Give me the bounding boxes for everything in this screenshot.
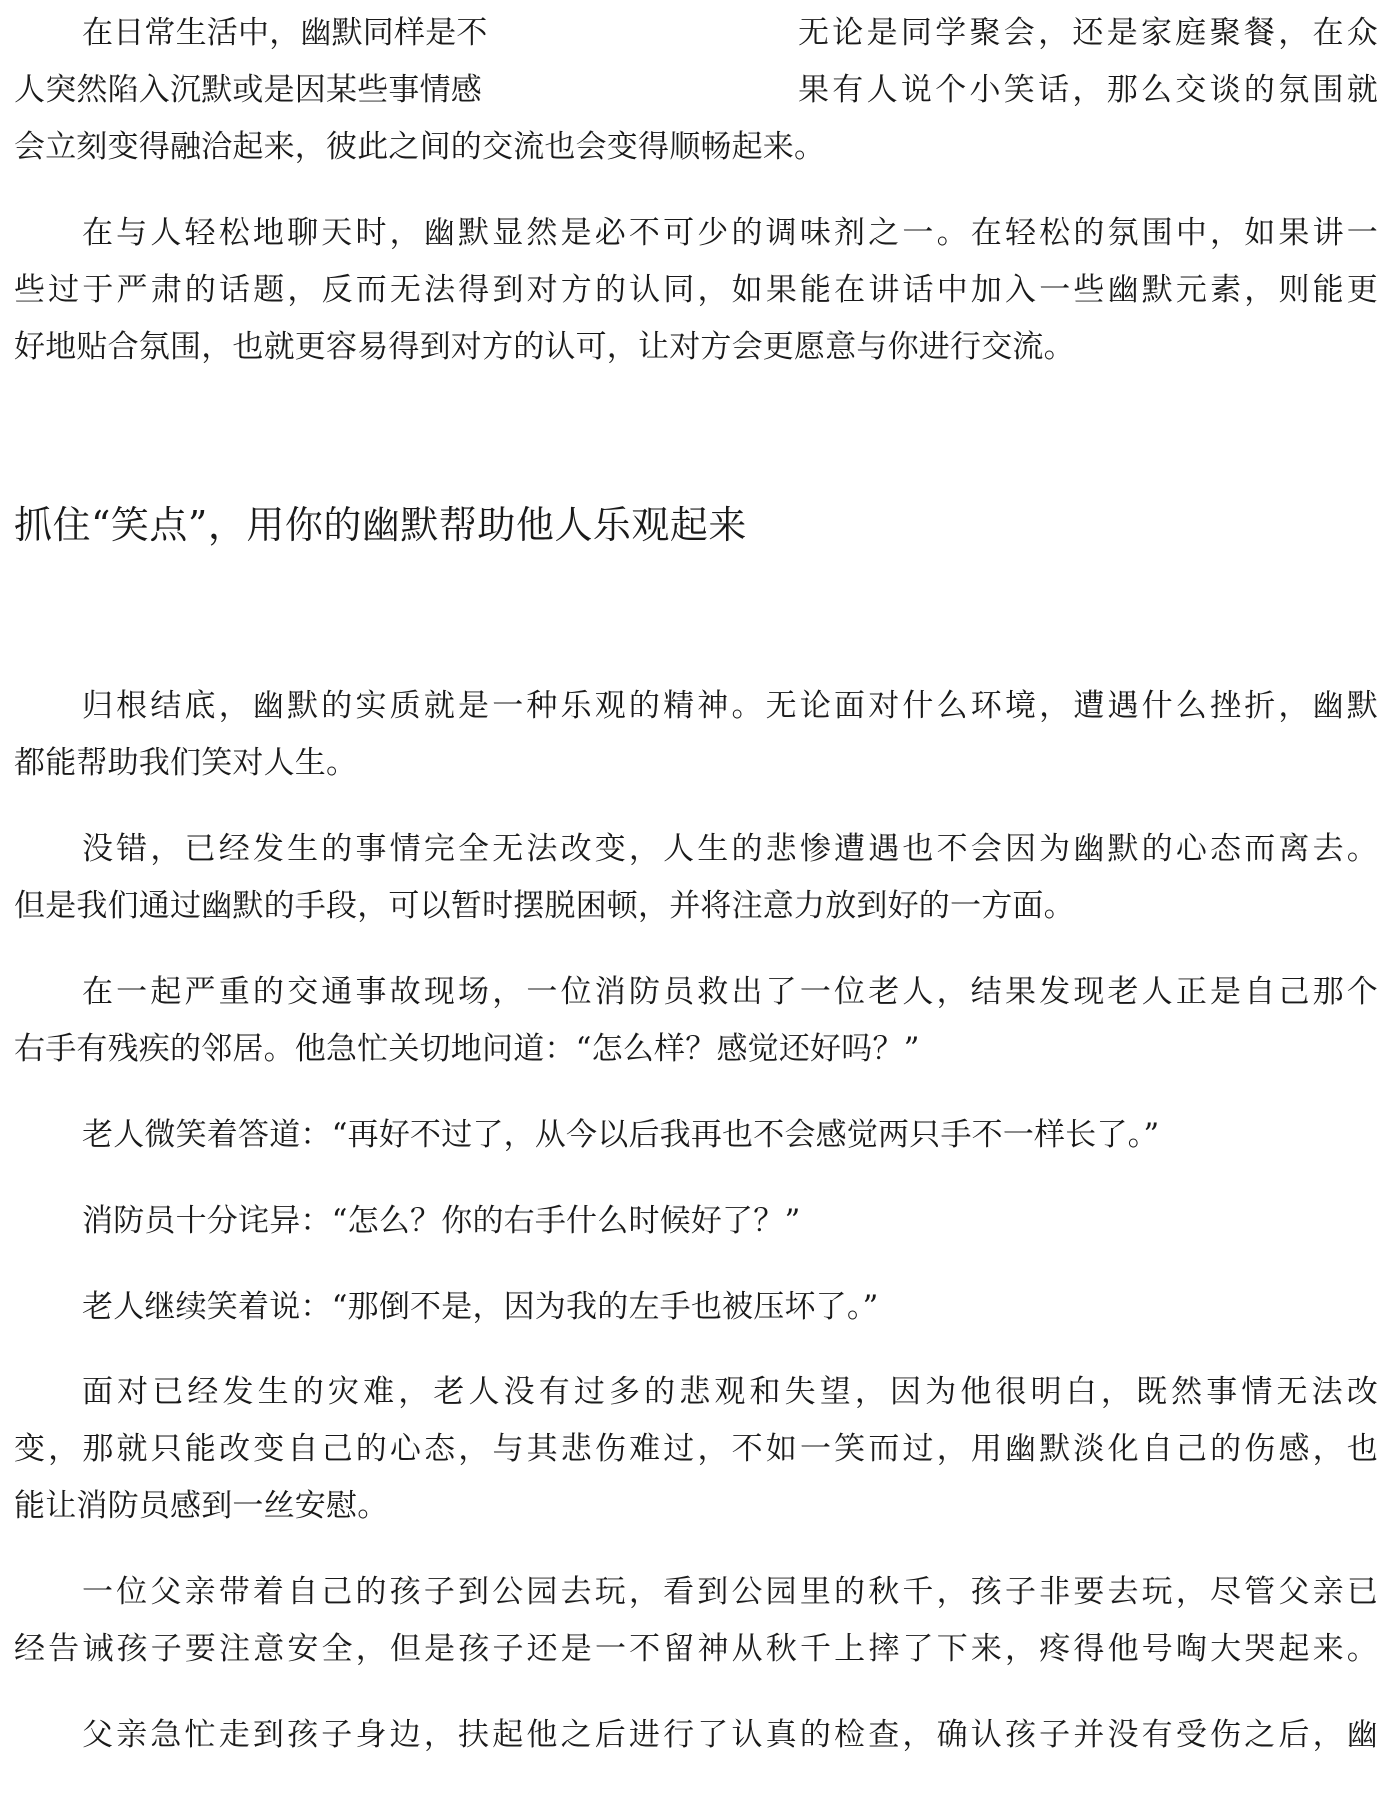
paragraph-3-line-2: 都能帮助我们笑对人生。 <box>14 745 358 781</box>
paragraph-8: 老人继续笑着说：“那倒不是，因为我的左手也被压坏了。” <box>82 1289 879 1325</box>
section-heading: 抓住“笑点”，用你的幽默帮助他人乐观起来 <box>14 503 747 547</box>
paragraph-9-line-3: 能让消防员感到一丝安慰。 <box>14 1488 389 1524</box>
paragraph-5-line-1: 在一起严重的交通事故现场，一位消防员救出了一位老人，结果发现老人正是自己那个 <box>82 974 1378 1010</box>
paragraph-1-line-1-right: 无论是同学聚会，还是家庭聚餐，在众 <box>798 15 1378 51</box>
paragraph-11-line-1: 父亲急忙走到孩子身边，扶起他之后进行了认真的检查，确认孩子并没有受伤之后，幽 <box>82 1717 1378 1753</box>
paragraph-4-line-1: 没错，已经发生的事情完全无法改变，人生的悲惨遭遇也不会因为幽默的心态而离去。 <box>82 831 1378 867</box>
paragraph-5-line-2: 右手有残疾的邻居。他急忙关切地问道：“怎么样？感觉还好吗？” <box>14 1031 920 1067</box>
paragraph-1-line-2-left: 人突然陷入沉默或是因某些事情感 <box>14 72 482 108</box>
paragraph-2-line-1: 在与人轻松地聊天时，幽默显然是必不可少的调味剂之一。在轻松的氛围中，如果讲一 <box>82 215 1378 251</box>
paragraph-2-line-3: 好地贴合氛围，也就更容易得到对方的认可，让对方会更愿意与你进行交流。 <box>14 329 1075 365</box>
paragraph-6: 老人微笑着答道：“再好不过了，从今以后我再也不会感觉两只手不一样长了。” <box>82 1117 1160 1153</box>
paragraph-9-line-1: 面对已经发生的灾难，老人没有过多的悲观和失望，因为他很明白，既然事情无法改 <box>82 1374 1378 1410</box>
paragraph-3-line-1: 归根结底，幽默的实质就是一种乐观的精神。无论面对什么环境，遭遇什么挫折，幽默 <box>82 688 1378 724</box>
paragraph-1-line-3: 会立刻变得融洽起来，彼此之间的交流也会变得顺畅起来。 <box>14 129 826 165</box>
paragraph-7: 消防员十分诧异：“怎么？你的右手什么时候好了？” <box>82 1203 801 1239</box>
paragraph-10-line-1: 一位父亲带着自己的孩子到公园去玩，看到公园里的秋千，孩子非要去玩，尽管父亲已 <box>82 1574 1378 1610</box>
paragraph-9-line-2: 变，那就只能改变自己的心态，与其悲伤难过，不如一笑而过，用幽默淡化自己的伤感，也 <box>14 1431 1378 1467</box>
paragraph-2-line-2: 些过于严肃的话题，反而无法得到对方的认同，如果能在讲话中加入一些幽默元素，则能更 <box>14 272 1378 308</box>
paragraph-1-line-1-left: 在日常生活中，幽默同样是不 <box>82 15 488 51</box>
paragraph-4-line-2: 但是我们通过幽默的手段，可以暂时摆脱困顿，并将注意力放到好的一方面。 <box>14 888 1075 924</box>
paragraph-1-line-2-right: 果有人说个小笑话，那么交谈的氛围就 <box>798 72 1378 108</box>
paragraph-10-line-2: 经告诫孩子要注意安全，但是孩子还是一不留神从秋千上摔了下来，疼得他号啕大哭起来。 <box>14 1631 1378 1667</box>
